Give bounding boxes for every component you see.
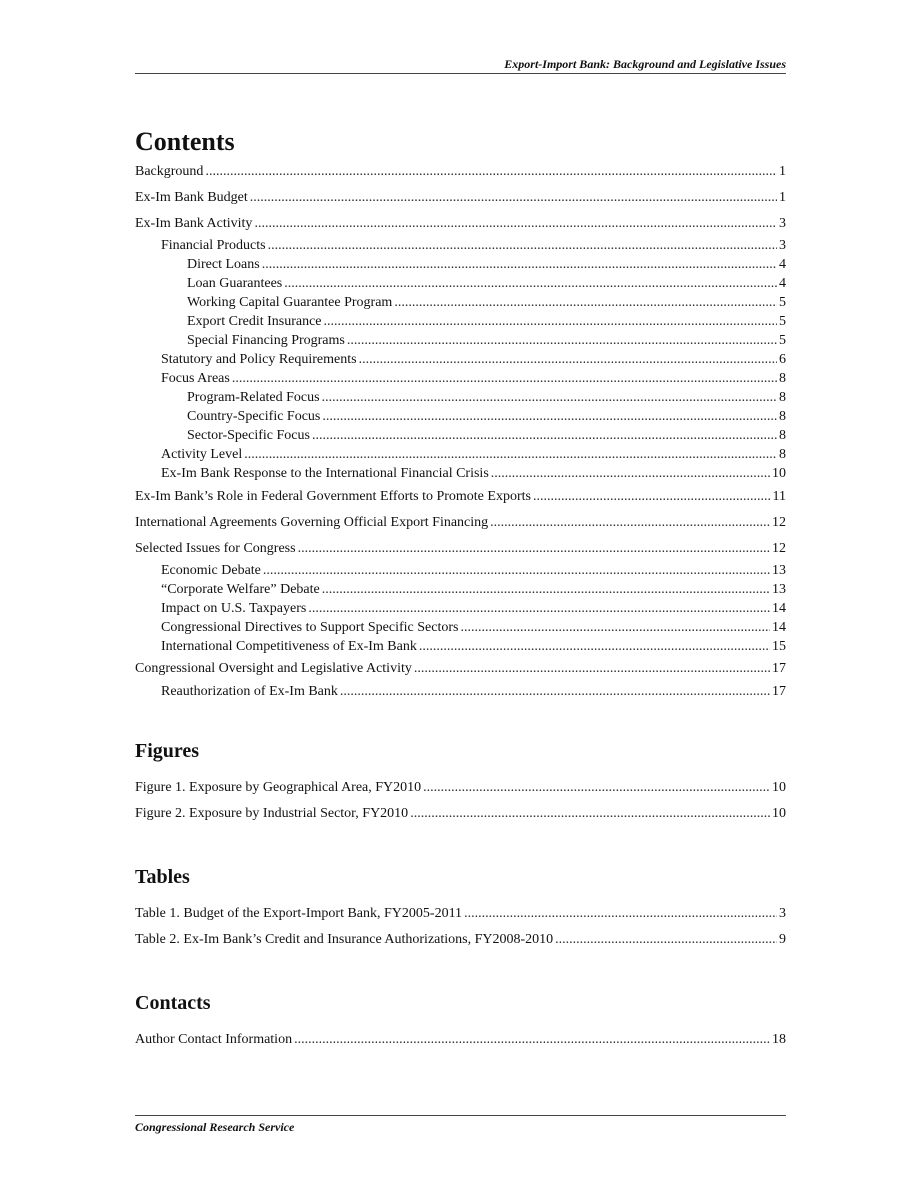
- toc-entry[interactable]: [161, 370, 786, 388]
- toc-entry-title: Ex-Im Bank Budget: [135, 190, 248, 205]
- toc-entry-page: 5: [779, 295, 786, 310]
- toc-entry-page: 15: [772, 639, 786, 654]
- toc-entry-title: Ex-Im Bank Response to the International Financial Crisis: [161, 466, 489, 481]
- toc-entry-page: 3: [779, 216, 786, 231]
- toc-entry-title: Activity Level: [161, 447, 243, 462]
- toc-entry[interactable]: [187, 332, 786, 350]
- toc-entry-title: Congressional Directives to Support Specific Sectors: [161, 620, 459, 635]
- dot-leader: [298, 540, 770, 558]
- figures-heading: Figures: [135, 740, 200, 762]
- toc-entry-page: 4: [779, 276, 786, 291]
- dot-leader: [490, 514, 770, 532]
- dot-leader: [205, 163, 777, 181]
- dot-leader: [284, 275, 777, 293]
- dot-leader: [232, 370, 777, 388]
- dot-leader: [312, 427, 777, 445]
- dot-leader: [254, 215, 777, 233]
- dot-leader: [419, 638, 770, 656]
- dot-leader: [322, 581, 770, 599]
- toc-entry-page: 1: [779, 164, 786, 179]
- toc-entry-page: 12: [772, 541, 786, 556]
- header-rule: [135, 73, 786, 74]
- toc-entry[interactable]: [135, 488, 786, 506]
- toc-entry[interactable]: [161, 446, 786, 464]
- toc-entry-page: 10: [772, 806, 786, 821]
- toc-entry[interactable]: [187, 389, 786, 407]
- toc-entry-title: Ex-Im Bank’s Role in Federal Government Efforts to Promote Exports: [135, 489, 531, 504]
- toc-entry-title: Table 2. Ex-Im Bank’s Credit and Insurance Authorizations, FY2008-2010: [135, 932, 554, 947]
- dot-leader: [294, 1031, 770, 1049]
- toc-entry[interactable]: [161, 683, 786, 701]
- dot-leader: [322, 408, 777, 426]
- running-header: Export-Import Bank: Background and Legislative Issues: [504, 57, 786, 71]
- toc-entry-page: 8: [779, 409, 786, 424]
- toc-entry-page: 6: [779, 352, 786, 367]
- tables-heading: Tables: [135, 866, 190, 888]
- dot-leader: [324, 313, 777, 331]
- toc-entry-title: International Agreements Governing Official Export Financing: [135, 515, 489, 530]
- toc-entry-title: Loan Guarantees: [187, 276, 283, 291]
- dot-leader: [533, 488, 771, 506]
- toc-entry[interactable]: [135, 805, 786, 823]
- toc-entry[interactable]: [187, 275, 786, 293]
- toc-entry-page: 4: [779, 257, 786, 272]
- dot-leader: [410, 805, 770, 823]
- toc-entry-page: 3: [779, 238, 786, 253]
- toc-entry-page: 14: [772, 601, 786, 616]
- toc-entry-page: 3: [779, 906, 786, 921]
- toc-entry-page: 17: [772, 684, 786, 699]
- dot-leader: [268, 237, 777, 255]
- toc-entry-title: Country-Specific Focus: [187, 409, 321, 424]
- toc-entry[interactable]: [161, 619, 786, 637]
- toc-entry[interactable]: [135, 514, 786, 532]
- toc-entry[interactable]: [187, 408, 786, 426]
- toc-entry-title: Ex-Im Bank Activity: [135, 216, 253, 231]
- dot-leader: [262, 256, 777, 274]
- toc-entry-page: 9: [779, 932, 786, 947]
- running-footer: Congressional Research Service: [135, 1120, 295, 1134]
- toc-entry-title: Table 1. Budget of the Export-Import Bank, FY2005-2011: [135, 906, 463, 921]
- toc-entry-page: 8: [779, 447, 786, 462]
- contacts-heading: Contacts: [135, 992, 211, 1014]
- toc-entry[interactable]: [161, 600, 786, 618]
- toc-entry-page: 12: [772, 515, 786, 530]
- toc-entry-page: 5: [779, 333, 786, 348]
- toc-entry[interactable]: [161, 351, 786, 369]
- toc-entry-title: Figure 2. Exposure by Industrial Sector, FY2010: [135, 806, 409, 821]
- toc-entry-page: 13: [772, 563, 786, 578]
- toc-entry[interactable]: [135, 215, 786, 233]
- toc-entry-page: 10: [772, 466, 786, 481]
- toc-entry-page: 8: [779, 428, 786, 443]
- dot-leader: [250, 189, 777, 207]
- toc-entry-title: Figure 1. Exposure by Geographical Area, FY2010: [135, 780, 422, 795]
- toc-entry-title: Focus Areas: [161, 371, 230, 386]
- dot-leader: [555, 931, 777, 949]
- dot-leader: [347, 332, 777, 350]
- dot-leader: [340, 683, 770, 701]
- dot-leader: [414, 660, 770, 678]
- toc-entry[interactable]: [135, 660, 786, 678]
- contents-heading: Contents: [135, 127, 235, 156]
- dot-leader: [464, 905, 777, 923]
- dot-leader: [322, 389, 777, 407]
- dot-leader: [244, 446, 777, 464]
- toc-entry-title: Economic Debate: [161, 563, 261, 578]
- dot-leader: [460, 619, 770, 637]
- dot-leader: [423, 779, 770, 797]
- toc-entry-title: Congressional Oversight and Legislative Activity: [135, 661, 412, 676]
- dot-leader: [491, 465, 770, 483]
- toc-entry-title: International Competitiveness of Ex-Im Bank: [161, 639, 417, 654]
- toc-entry-page: 8: [779, 390, 786, 405]
- toc-entry-title: Working Capital Guarantee Program: [187, 295, 393, 310]
- toc-entry[interactable]: [161, 638, 786, 656]
- dot-leader: [359, 351, 777, 369]
- toc-entry-page: 13: [772, 582, 786, 597]
- toc-entry-page: 17: [772, 661, 786, 676]
- toc-entry[interactable]: [187, 427, 786, 445]
- toc-entry[interactable]: [135, 905, 786, 923]
- toc-entry[interactable]: [135, 931, 786, 949]
- toc-entry-page: 14: [772, 620, 786, 635]
- toc-entry-title: Special Financing Programs: [187, 333, 345, 348]
- toc-entry-page: 5: [779, 314, 786, 329]
- toc-entry[interactable]: [161, 465, 786, 483]
- toc-entry-title: Author Contact Information: [135, 1032, 293, 1047]
- toc-entry-title: Statutory and Policy Requirements: [161, 352, 357, 367]
- toc-entry-title: Reauthorization of Ex-Im Bank: [161, 684, 338, 699]
- toc-entry[interactable]: [135, 779, 786, 797]
- toc-entry[interactable]: [187, 256, 786, 274]
- toc-entry-title: “Corporate Welfare” Debate: [161, 582, 320, 597]
- toc-entry-title: Direct Loans: [187, 257, 260, 272]
- toc-entry[interactable]: [135, 1031, 786, 1049]
- toc-entry-title: Background: [135, 164, 204, 179]
- toc-entry-page: 1: [779, 190, 786, 205]
- toc-entry[interactable]: [135, 189, 786, 207]
- toc-entry-title: Financial Products: [161, 238, 266, 253]
- toc-entry[interactable]: [135, 540, 786, 558]
- toc-entry-page: 8: [779, 371, 786, 386]
- toc-entry[interactable]: [187, 313, 786, 331]
- dot-leader: [263, 562, 770, 580]
- toc-entry-page: 10: [772, 780, 786, 795]
- toc-entry-page: 18: [772, 1032, 786, 1047]
- toc-entry[interactable]: [187, 294, 786, 312]
- toc-entry-title: Impact on U.S. Taxpayers: [161, 601, 307, 616]
- toc-entry[interactable]: [161, 581, 786, 599]
- toc-entry[interactable]: [161, 562, 786, 580]
- toc-entry-page: 11: [772, 489, 786, 504]
- toc-entry-title: Sector-Specific Focus: [187, 428, 310, 443]
- toc-entry-title: Export Credit Insurance: [187, 314, 322, 329]
- toc-entry[interactable]: [161, 237, 786, 255]
- footer-rule: [135, 1115, 786, 1116]
- toc-entry-title: Program-Related Focus: [187, 390, 320, 405]
- dot-leader: [308, 600, 770, 618]
- dot-leader: [394, 294, 777, 312]
- toc-entry[interactable]: [135, 163, 786, 181]
- toc-entry-title: Selected Issues for Congress: [135, 541, 296, 556]
